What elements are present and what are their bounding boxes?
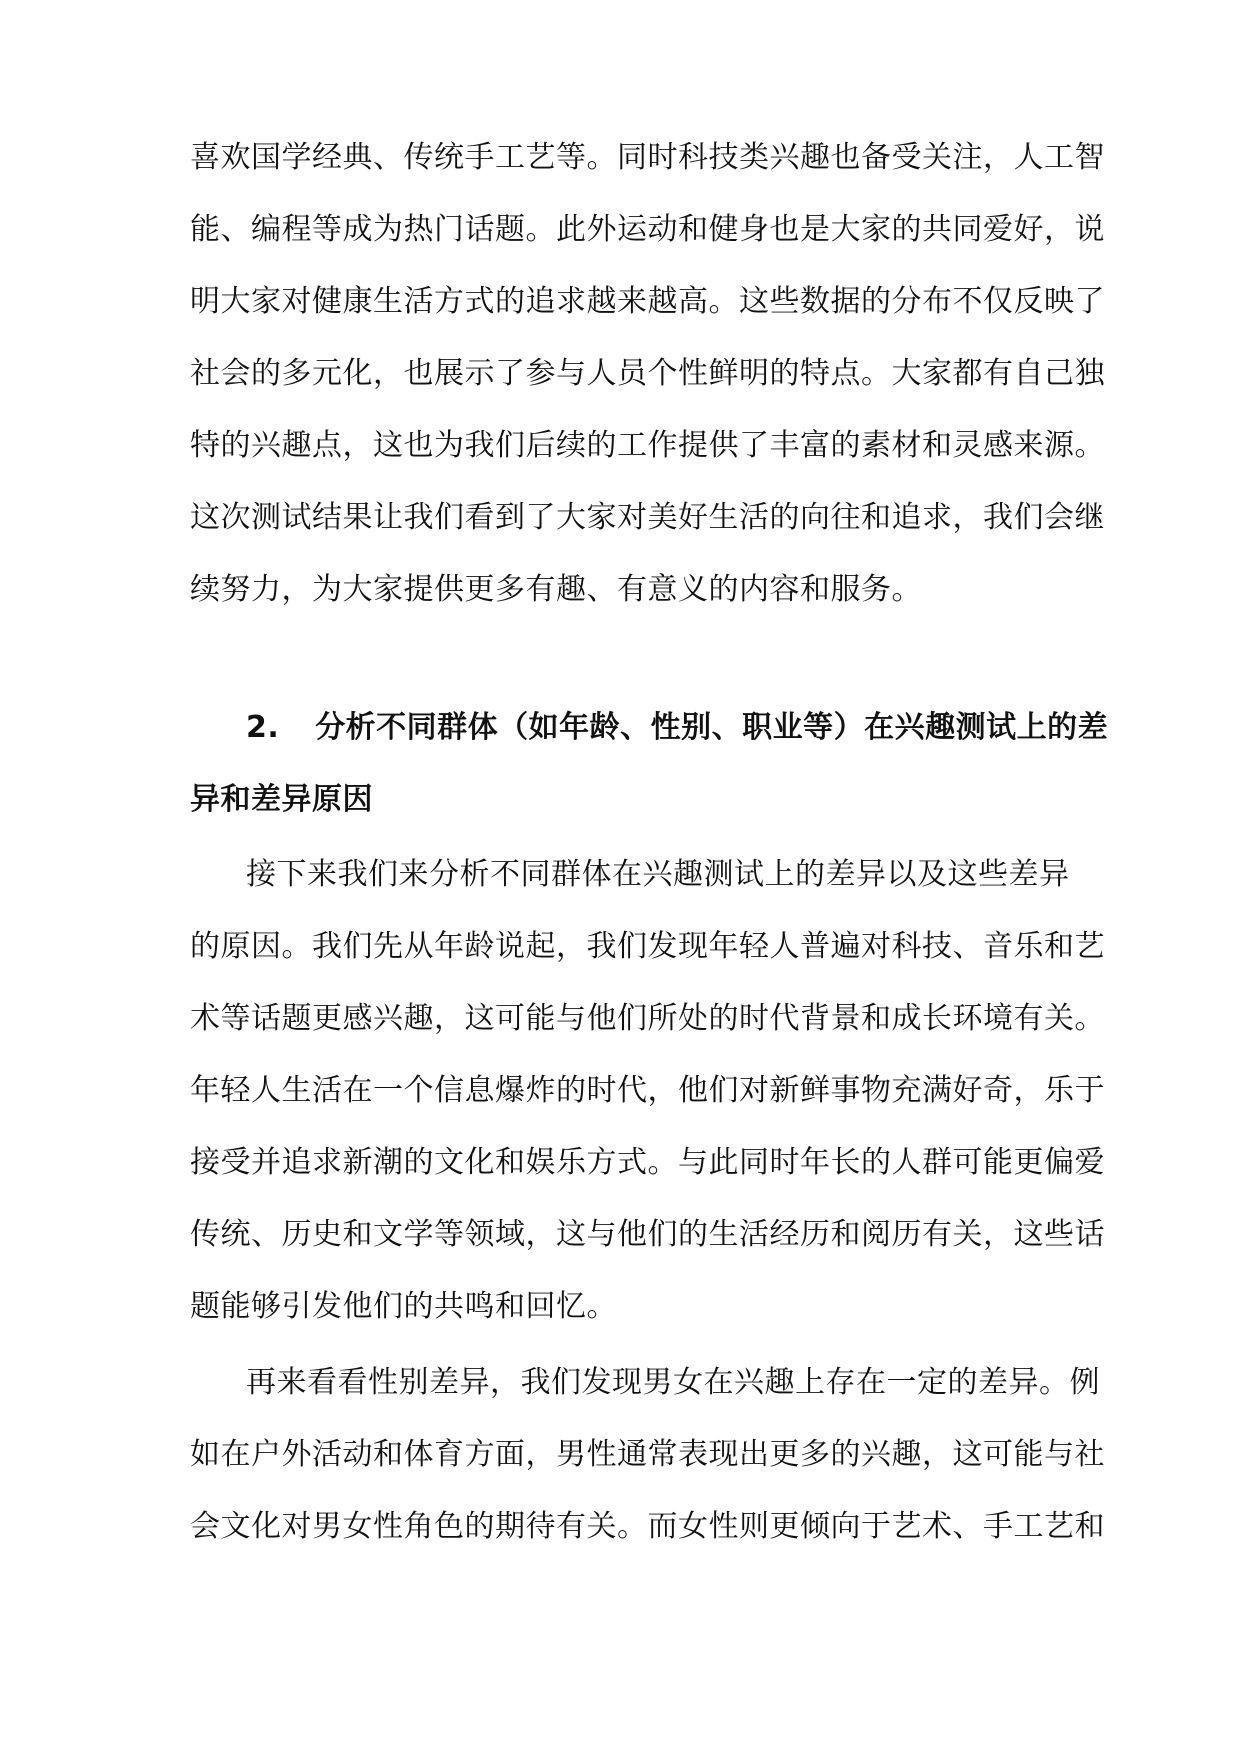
paragraph-line: 传统、历史和文学等领域，这与他们的生活经历和阅历有关，这些话 <box>190 1217 1105 1252</box>
paragraph-line: 明大家对健康生活方式的追求越来越高。这些数据的分布不仅反映了 <box>190 284 1105 319</box>
heading-number: 2. <box>246 710 280 745</box>
paragraph-line: 年轻人生活在一个信息爆炸的时代，他们对新鲜事物充满好奇，乐于 <box>190 1073 1105 1108</box>
paragraph-line: 如在户外活动和体育方面，男性通常表现出更多的兴趣，这可能与社 <box>190 1437 1105 1472</box>
paragraph-line: 的原因。我们先从年龄说起，我们发现年轻人普遍对科技、音乐和艺 <box>190 929 1105 964</box>
paragraph-line: 这次测试结果让我们看到了大家对美好生活的向往和追求，我们会继 <box>190 500 1105 535</box>
paragraph-line: 社会的多元化，也展示了参与人员个性鲜明的特点。大家都有自己独 <box>190 356 1105 391</box>
paragraph-line: 特的兴趣点，这也为我们后续的工作提供了丰富的素材和灵感来源。 <box>190 428 1105 463</box>
paragraph-line: 会文化对男女性角色的期待有关。而女性则更倾向于艺术、手工艺和 <box>190 1509 1105 1544</box>
paragraph-line: 再来看看性别差异，我们发现男女在兴趣上存在一定的差异。例 <box>246 1365 1100 1400</box>
paragraph-line: 续努力，为大家提供更多有趣、有意义的内容和服务。 <box>190 572 922 607</box>
paragraph-line: 术等话题更感兴趣，这可能与他们所处的时代背景和成长环境有关。 <box>190 1001 1105 1036</box>
heading-text: 分析不同群体（如年龄、性别、职业等）在兴趣测试上的差 <box>315 710 1109 745</box>
paragraph-line: 接下来我们来分析不同群体在兴趣测试上的差异以及这些差异 <box>246 857 1070 892</box>
paragraph-line: 能、编程等成为热门话题。此外运动和健身也是大家的共同爱好，说 <box>190 212 1105 247</box>
paragraph-line: 接受并追求新潮的文化和娱乐方式。与此同时年长的人群可能更偏爱 <box>190 1145 1105 1180</box>
heading-line-2: 异和差异原因 <box>190 782 373 817</box>
paragraph-line: 题能够引发他们的共鸣和回忆。 <box>190 1289 617 1324</box>
paragraph-line: 喜欢国学经典、传统手工艺等。同时科技类兴趣也备受关注，人工智 <box>190 140 1105 175</box>
heading-line-1 <box>246 708 1126 748</box>
